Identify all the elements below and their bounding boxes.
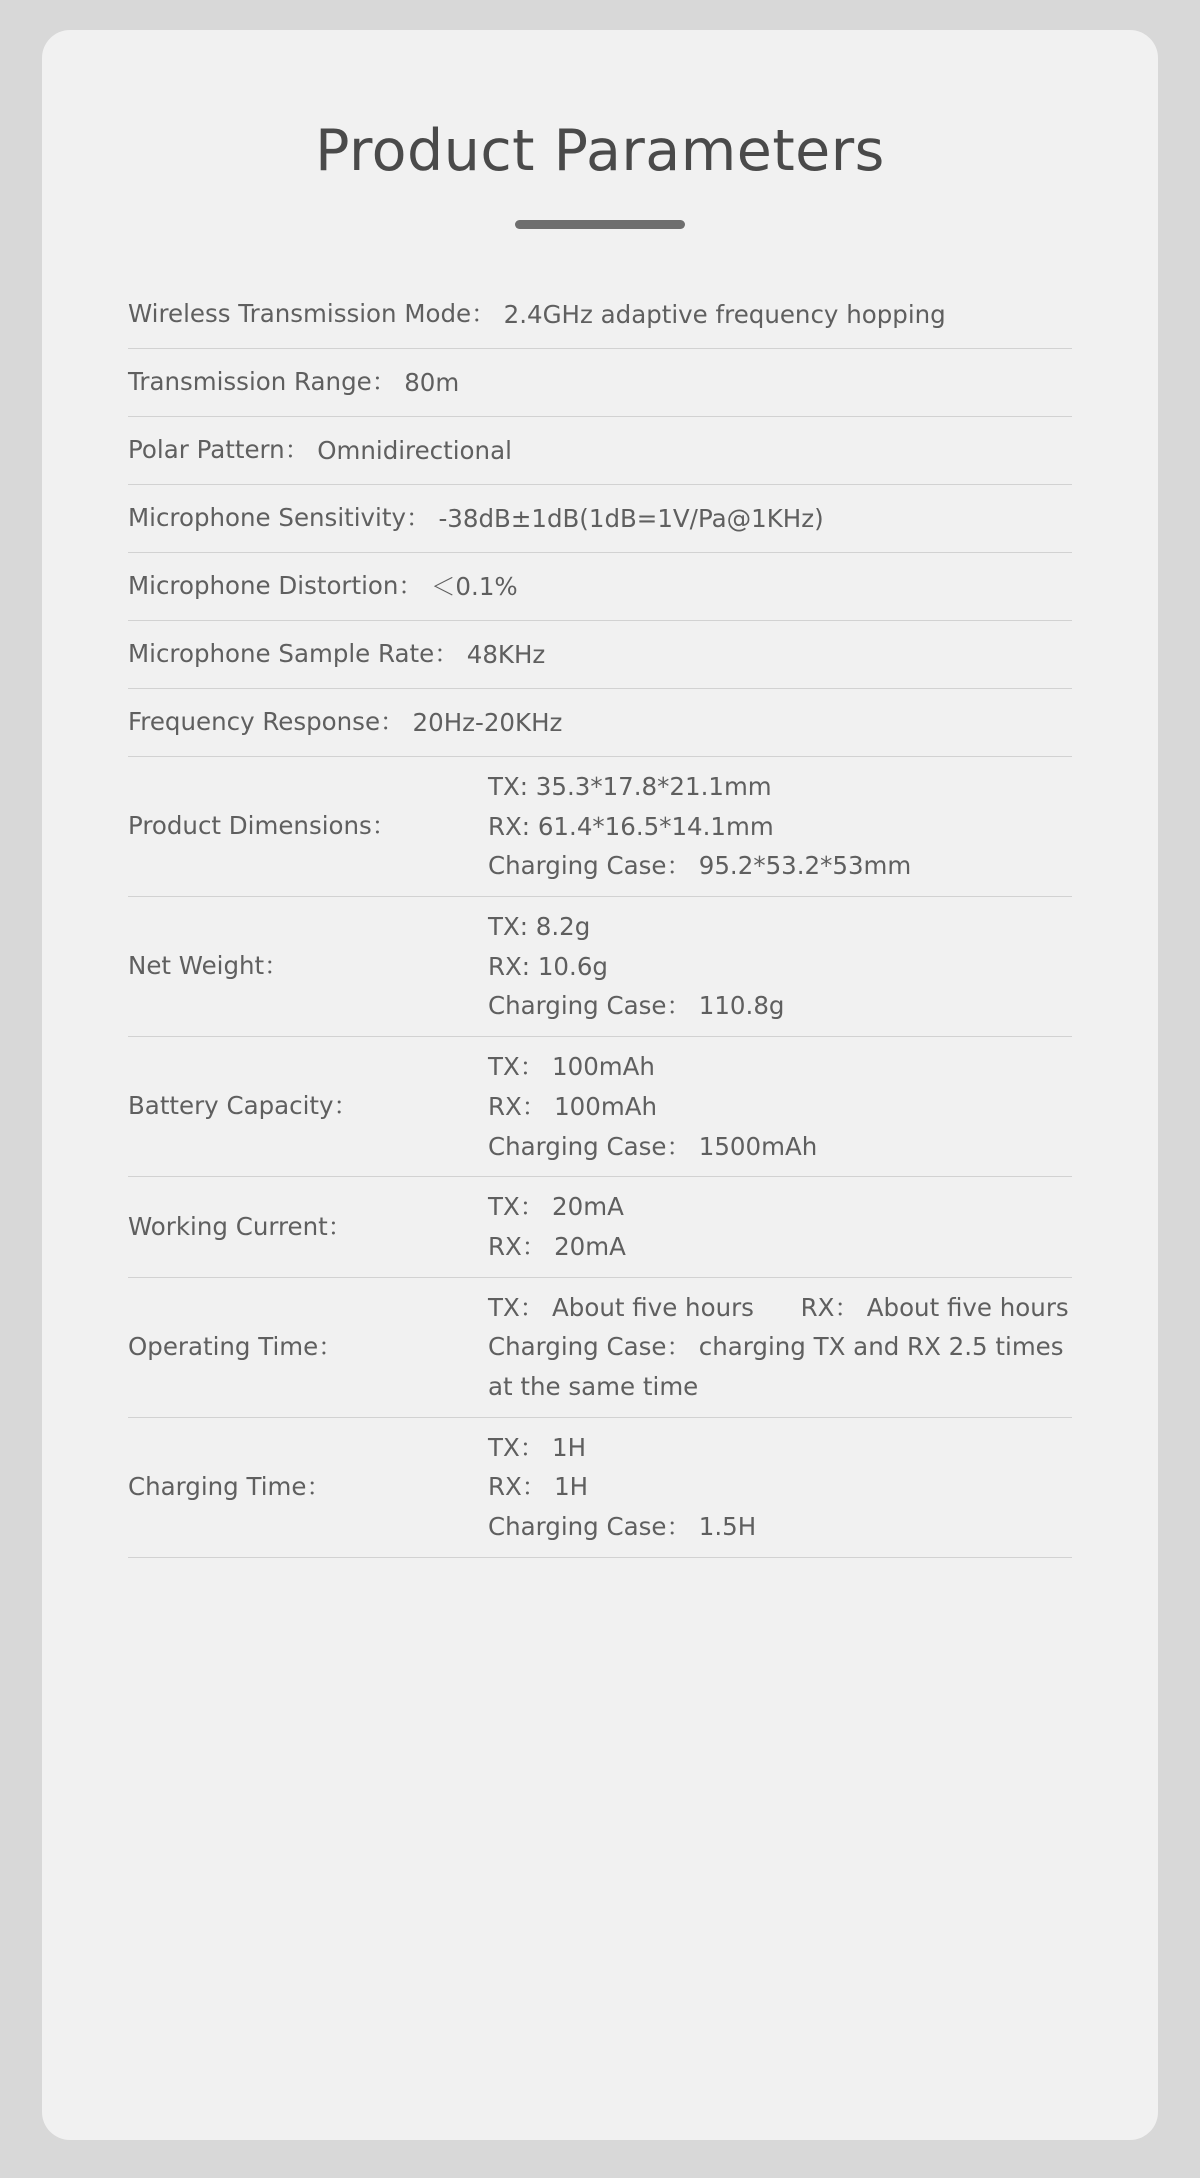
spec-row [128,1418,1072,1558]
spec-label: Microphone Sensitivity： [128,503,431,533]
spec-value-line: RX： 100mAh [488,1091,658,1121]
spec-row [128,621,1072,689]
spec-value-line: TX： 1H [488,1432,587,1462]
spec-row [128,897,1072,1037]
spec-label: Charging Time： [128,1471,331,1501]
spec-row [128,1278,1072,1418]
spec-value-line: 2.4GHz adaptive frequency hopping [503,299,946,329]
spec-value-line: Omnidirectional [317,435,512,465]
page-title: Product Parameters [315,118,885,184]
spec-value-line: Charging Case： 95.2*53.2*53mm [488,851,912,881]
spec-value [486,1047,1072,1166]
spec-value [486,1428,1072,1547]
spec-value [467,635,1072,675]
spec-label: Product Dimensions： [128,811,397,841]
spec-value [438,499,1072,539]
spec-label: Battery Capacity： [128,1091,359,1121]
spec-label: Polar Pattern： [128,435,310,465]
spec-label: Frequency Response： [128,707,405,737]
spec-row [128,485,1072,553]
spec-value [486,1187,1072,1266]
spec-value-line: Charging Case： 110.8g [488,991,785,1021]
spec-label: Wireless Transmission Mode： [128,299,496,329]
spec-value-line: RX： 1H [488,1472,589,1502]
spec-value-line: 20Hz-20KHz [412,707,563,737]
spec-row [128,349,1072,417]
spec-label: Operating Time： [128,1331,343,1361]
spec-label: Microphone Distortion： [128,571,423,601]
spec-value-line: TX： 20mA [488,1192,624,1222]
spec-row [128,757,1072,897]
spec-value-line: -38dB±1dB(1dB=1V/Pa@1KHz) [438,503,824,533]
spec-row [128,1037,1072,1177]
spec-label: Transmission Range： [128,367,397,397]
spec-value-line: TX: 35.3*17.8*21.1mm [488,772,772,801]
title-divider [515,220,685,229]
spec-row [128,417,1072,485]
spec-value-line: TX: 8.2g [488,912,591,942]
spec-label: Net Weight： [128,951,289,981]
spec-value-line: ＜0.1% [430,571,518,601]
spec-row [128,1177,1072,1277]
spec-value [404,363,1072,403]
spec-value [486,767,1072,886]
spec-value-line: Charging Case： 1.5H [488,1512,757,1541]
spec-value [504,295,1072,335]
spec-value [486,1288,1072,1407]
spec-value [486,907,1072,1026]
spec-label: Working Current： [128,1211,353,1241]
spec-value-line: 80m [404,367,460,397]
spec-value-line: 48KHz [466,639,546,669]
spec-value-line: TX： 100mAh [488,1052,655,1082]
product-parameters-card [42,30,1158,2140]
spec-value-line: RX: 10.6g [488,951,608,981]
spec-value-line: Charging Case： charging TX and RX 2.5 times [488,1332,1064,1362]
title-divider-wrapper [84,220,1116,229]
spec-row [128,281,1072,349]
spec-value-line: Charging Case： 1500mAh [488,1131,818,1161]
spec-value [413,703,1072,743]
spec-row [128,553,1072,621]
spec-value [431,567,1072,607]
spec-row [128,689,1072,757]
spec-value-line: at the same time [488,1371,699,1401]
spec-value-line: TX： About five hours RX： About five hours [488,1292,1069,1322]
spec-value-line: RX: 61.4*16.5*14.1mm [488,811,774,841]
spec-label: Microphone Sample Rate： [128,639,459,669]
specification-table [84,281,1116,1558]
spec-value [317,431,1072,471]
spec-value-line: RX： 20mA [488,1231,626,1261]
